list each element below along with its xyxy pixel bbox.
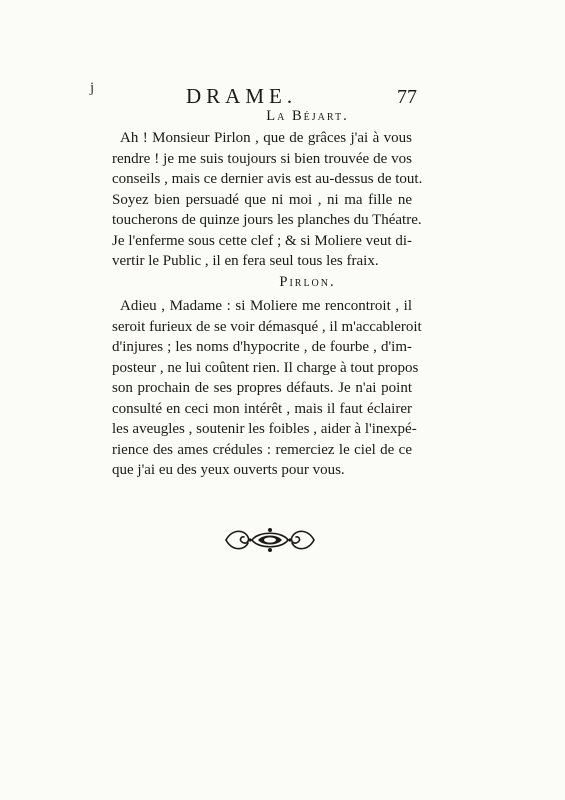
speaker-heading-bejart: La Béjart. (266, 108, 349, 124)
text-line: consulté en ceci mon intérêt , mais il faut éclairer (112, 400, 412, 417)
text-line: Soyez bien persuadé que ni moi , ni ma fille ne (112, 191, 412, 208)
speech-paragraph-bejart (112, 128, 423, 272)
text-line: Ah ! Monsieur Pirlon , que de grâces j'ai à vous (120, 130, 412, 146)
text-line: conseils , mais ce dernier avis est au-dessus de tout. (112, 171, 423, 187)
text-line: son prochain de ses propres défauts. Je n'ai point (112, 380, 412, 396)
stray-mark: j (90, 80, 95, 96)
text-line: d'injures ; les noms d'hypocrite , de fourbe , d'im- (112, 339, 412, 355)
text-line: rendre ! je me suis toujours si bien trouvée de vos (112, 150, 412, 167)
running-title: DRAME. (186, 84, 298, 108)
fleuron-ornament-icon (222, 525, 318, 555)
text-line: Je l'enferme sous cette clef ; & si Moliere veut di- (112, 232, 412, 249)
text-line: seroit furieux de se voir démasqué , il m'accableroit (112, 318, 422, 335)
text-line: toucherons de quinze jours les planches du Théatre. (112, 212, 422, 228)
text-line: rience des ames crédules : remerciez le ciel de ce (112, 441, 412, 458)
text-line: posteur , ne lui coûtent rien. Il charge à tout propos (112, 359, 419, 376)
speaker-heading-pirlon: Pirlon. (279, 274, 336, 290)
text-line: Adieu , Madame : si Moliere me rencontroit , il (120, 298, 412, 314)
text-line: que j'ai eu des yeux ouverts pour vous. (112, 462, 345, 478)
text-line: vertir le Public , il en fera seul tous les fraix. (112, 253, 379, 269)
page-number: 77 (397, 86, 417, 108)
text-line: les aveugles , soutenir les foibles , aider à l'inexpé- (112, 421, 417, 437)
speech-paragraph-pirlon (112, 296, 422, 481)
